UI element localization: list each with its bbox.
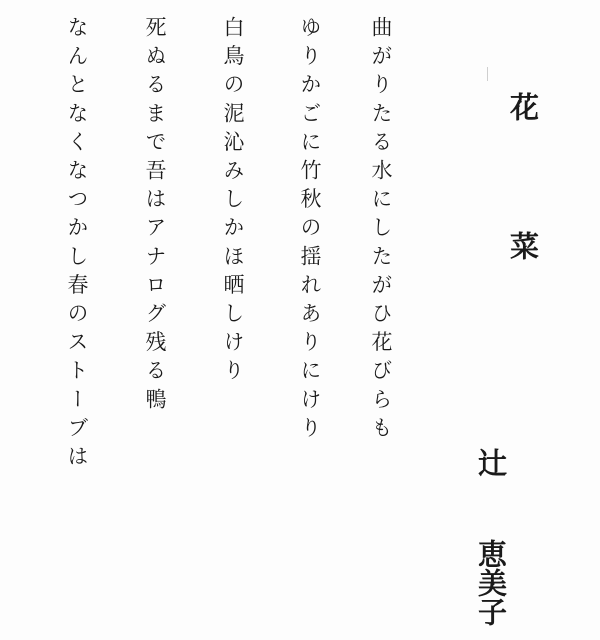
- haiku-line: 死ぬるまで吾はアナログ残る鴨: [143, 16, 167, 417]
- author-family-name: 辻: [474, 448, 508, 477]
- margin-mark: [487, 67, 488, 81]
- haiku-line: 曲がりたる水にしたがひ花びらも: [369, 16, 393, 445]
- haiku-line: 白鳥の泥沁みしかほ晒しけり: [221, 16, 245, 388]
- author-name: [474, 448, 508, 626]
- haiku-line: なんとなくなつかし春のストーブは: [65, 16, 89, 474]
- haiku-line: ゆりかごに竹秋の揺れありにけり: [298, 16, 322, 445]
- page-title: 花菜: [506, 92, 540, 370]
- author-given-name: 恵美子: [474, 539, 508, 626]
